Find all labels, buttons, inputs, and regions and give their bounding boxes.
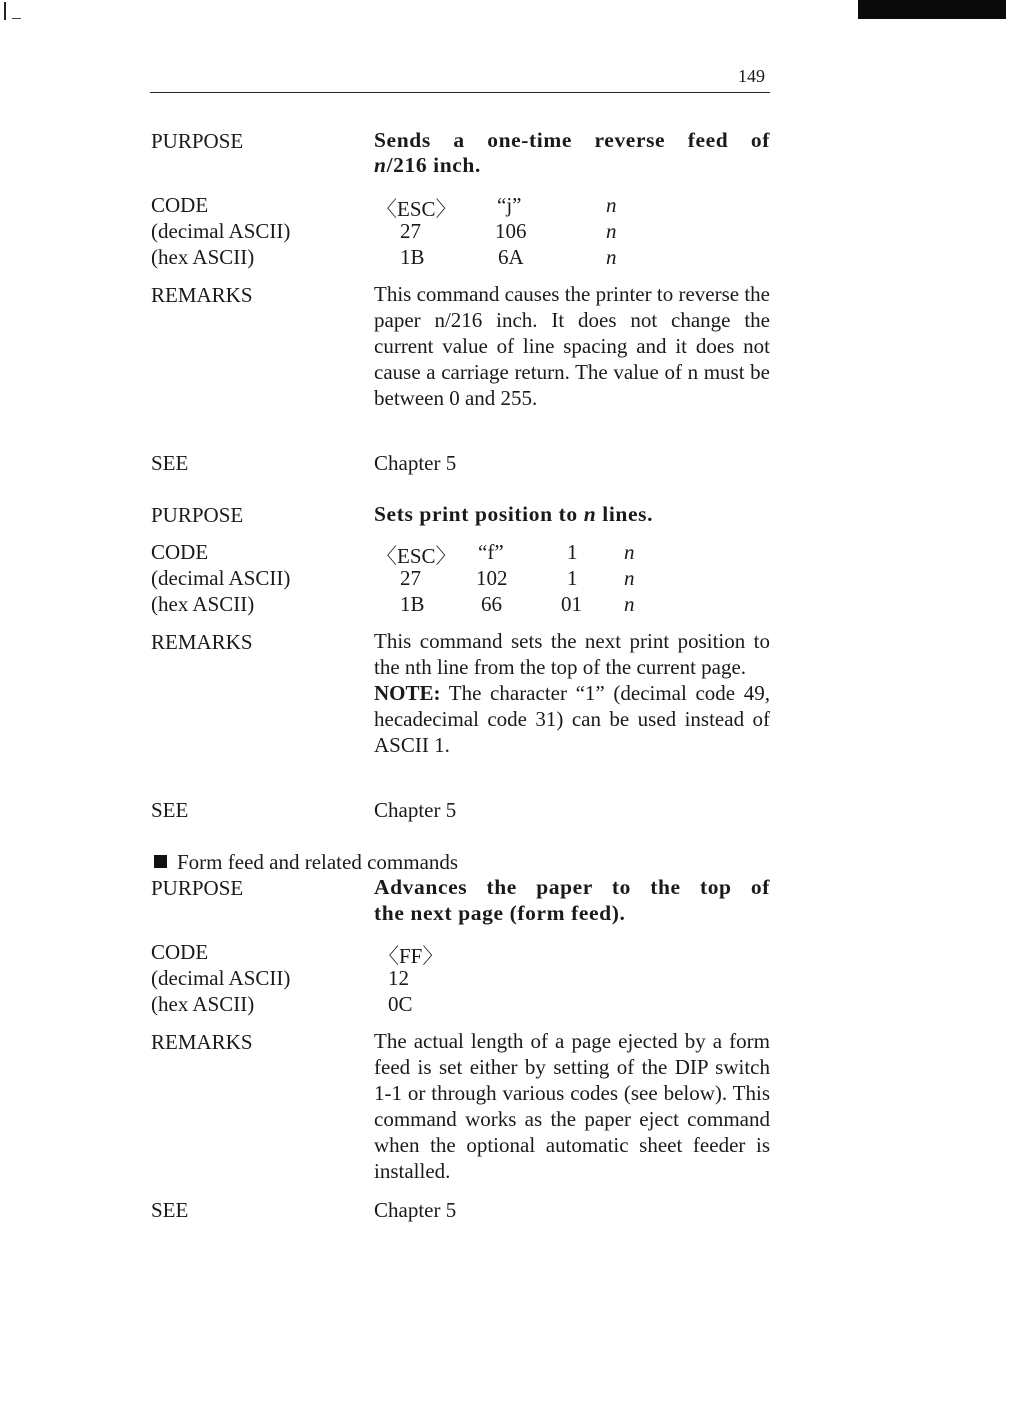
hex-ascii-label: (hex ASCII) [151,992,255,1016]
remarks-text: This command sets the next print position to the nth line from the top of the current page. NOTE: The character “1” (decimal code 49, hecadecimal code 31) can be used instead of ASCII 1. [374,629,770,757]
hex-ascii-label: (hex ASCII) [151,245,255,269]
decimal-cell: 1 [567,566,578,590]
section-heading: Form feed and related commands [154,850,458,875]
purpose-text-line2: the next page (form feed). [374,901,626,925]
purpose-text: Sets print position to n lines. [374,502,654,526]
decimal-ascii-label: (decimal ASCII) [151,566,291,590]
decimal-cell: n [606,219,617,243]
decimal-cell: 27 [400,219,421,243]
decimal-ascii-label: (decimal ASCII) [151,966,291,990]
hex-cell: 6A [498,245,524,269]
decimal-cell: 12 [388,966,409,990]
purpose-label: PURPOSE [151,129,244,153]
remarks-label: REMARKS [151,283,253,307]
code-cell: “f” [478,540,504,564]
scan-mark-vertical [4,2,6,20]
purpose-text-line1: Sends a one-time reverse feed of [374,128,770,152]
hex-ascii-label: (hex ASCII) [151,592,255,616]
bullet-square-icon [154,855,167,868]
hex-cell: 0C [388,992,413,1016]
remarks-label: REMARKS [151,1030,253,1054]
page-number: 149 [738,66,765,86]
hex-cell: n [606,245,617,269]
code-cell: 〈ESC〉 [376,544,457,568]
scan-black-bar [858,0,1006,19]
hex-cell: 1B [400,245,425,269]
decimal-cell: 102 [476,566,508,590]
see-label: SEE [151,451,189,475]
hex-cell: n [624,592,635,616]
scan-mark-horizontal [12,18,21,19]
purpose-text-line1: Advances the paper to the top of [374,875,770,899]
remarks-text: This command causes the printer to reverse the paper n/216 inch. It does not change the current value of line spacing and it does not cause a carriage return. The value of n must be between 0 and 255. [374,282,770,410]
note-text: The character “1” (decimal code 49, hecadecimal code 31) can be used instead of ASCII 1. [374,681,770,757]
decimal-cell: 106 [495,219,527,243]
code-cell: 〈ESC〉 [376,197,457,221]
see-label: SEE [151,1198,189,1222]
code-cell: “j” [497,193,522,217]
code-cell: 〈FF〉 [378,944,444,968]
decimal-cell: n [624,566,635,590]
code-cell: 1 [567,540,578,564]
purpose-label: PURPOSE [151,503,244,527]
purpose-label: PURPOSE [151,876,244,900]
purpose-text-line2: n/216 inch. [374,153,481,177]
code-cell: n [624,540,635,564]
hex-cell: 1B [400,592,425,616]
decimal-ascii-label: (decimal ASCII) [151,219,291,243]
code-label: CODE [151,193,209,217]
code-label: CODE [151,940,209,964]
remarks-text: The actual length of a page ejected by a form feed is set either by setting of the DIP switch 1-1 or through various codes (see below). This command works as the paper eject command when the optional automatic sheet feeder is installed. [374,1029,770,1183]
note-label: NOTE: [374,681,441,705]
see-reference: Chapter 5 [374,798,457,822]
code-cell: n [606,193,617,217]
code-label: CODE [151,540,209,564]
see-reference: Chapter 5 [374,1198,457,1222]
hex-cell: 01 [561,592,582,616]
hex-cell: 66 [481,592,502,616]
see-label: SEE [151,798,189,822]
decimal-cell: 27 [400,566,421,590]
see-reference: Chapter 5 [374,451,457,475]
header-rule [150,92,770,93]
remarks-label: REMARKS [151,630,253,654]
